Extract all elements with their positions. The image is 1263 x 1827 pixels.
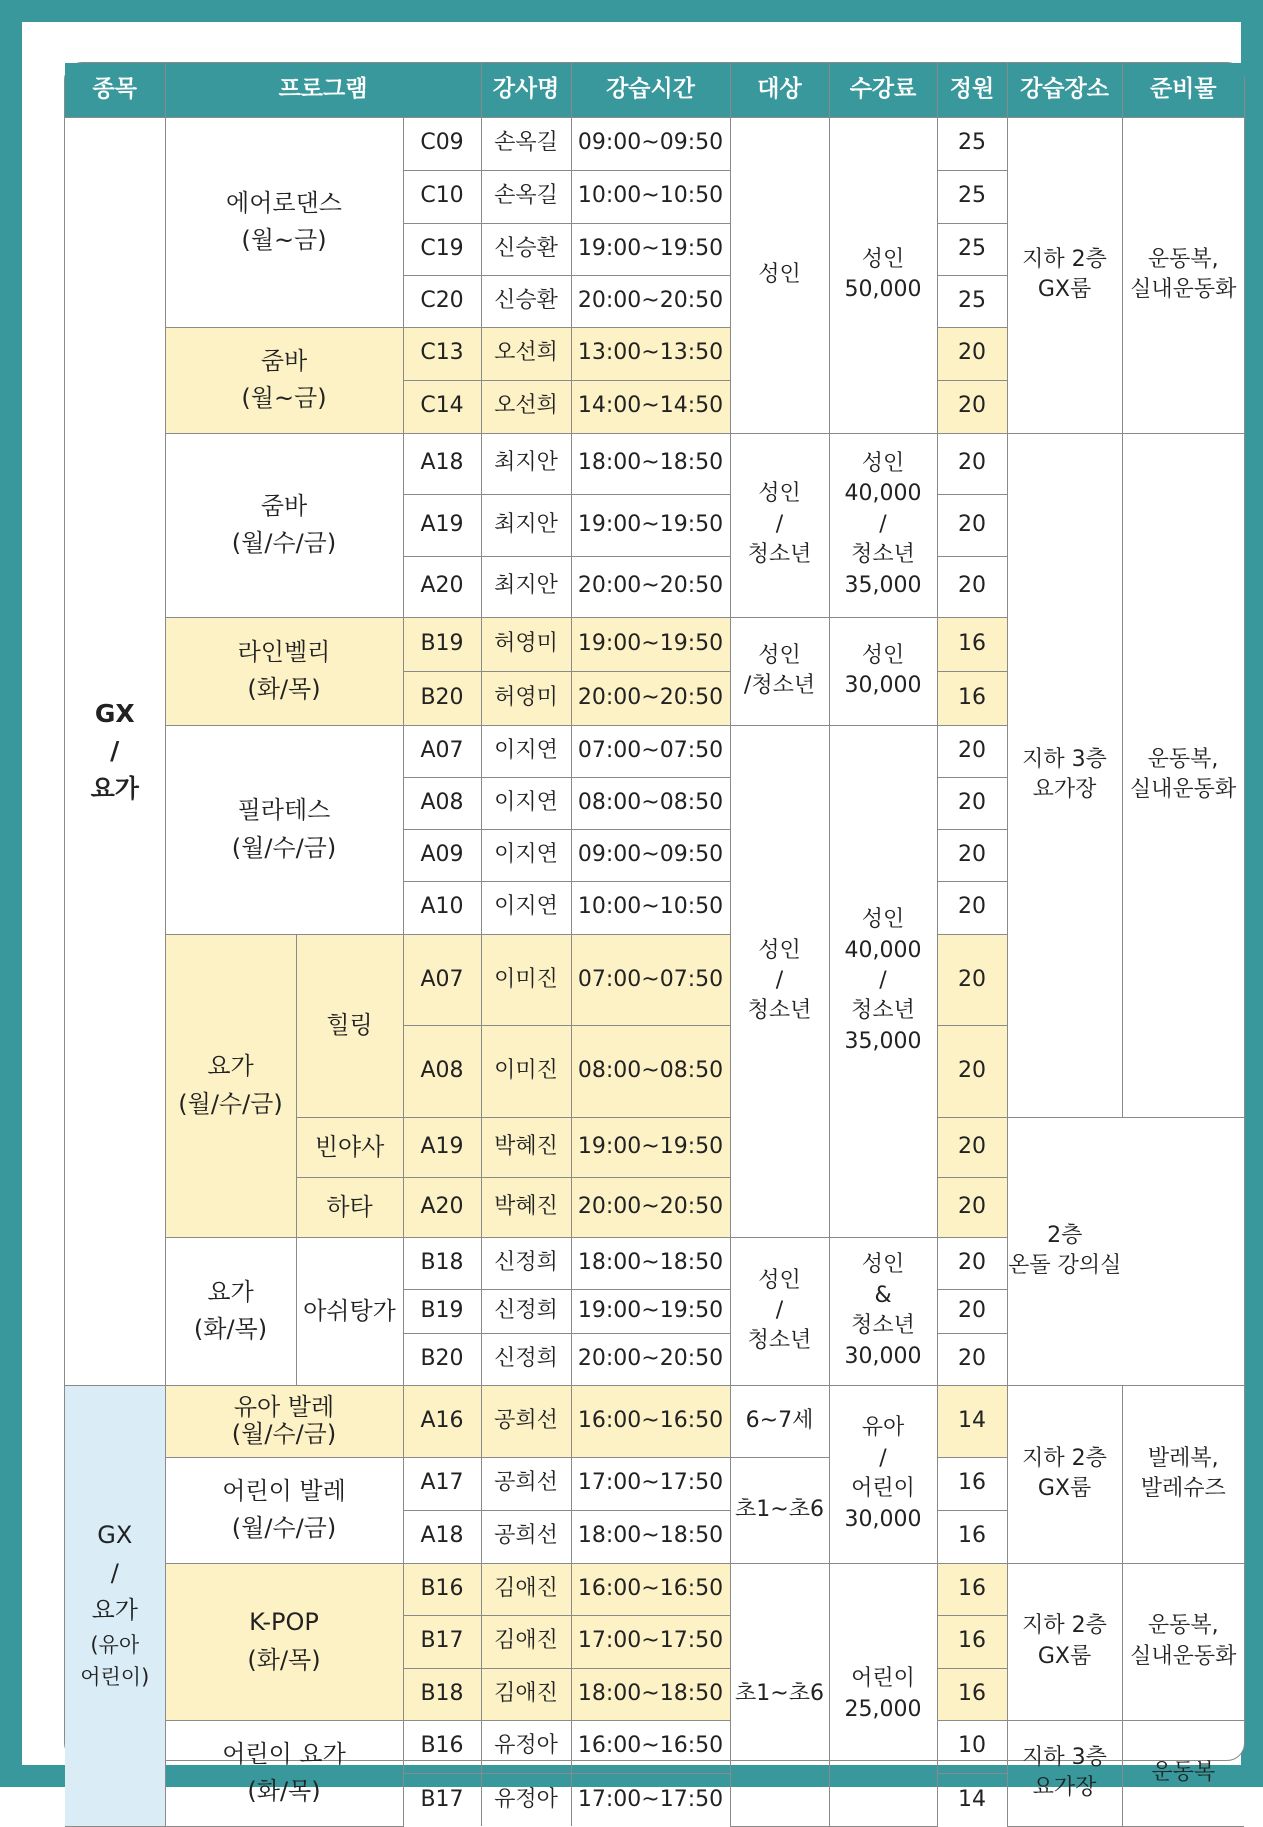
instructor: 김애진 xyxy=(481,1615,571,1668)
class-code: A18 xyxy=(403,433,481,494)
target: 성인 / 청소년 xyxy=(730,1237,829,1385)
program-zumba-mwf: 줌바 (월/수/금) xyxy=(165,433,403,617)
fee: 유아 / 어린이 30,000 xyxy=(829,1385,937,1563)
header-category: 종목 xyxy=(65,63,165,117)
instructor: 이지연 xyxy=(481,881,571,934)
instructor: 신승환 xyxy=(481,223,571,275)
instructor: 손옥길 xyxy=(481,170,571,223)
instructor: 공희선 xyxy=(481,1510,571,1563)
class-time: 20:00~20:50 xyxy=(571,1333,730,1385)
instructor: 최지안 xyxy=(481,433,571,494)
program-linebelly: 라인벨리 (화/목) xyxy=(165,617,403,725)
program-kids-yoga: 어린이 요가 (화/목) xyxy=(165,1720,403,1826)
capacity: 10 xyxy=(937,1720,1007,1773)
class-time: 18:00~18:50 xyxy=(571,1668,730,1720)
class-code: A07 xyxy=(403,934,481,1026)
capacity: 25 xyxy=(937,223,1007,275)
class-code: B19 xyxy=(403,1289,481,1333)
instructor: 유정아 xyxy=(481,1720,571,1773)
class-code: A07 xyxy=(403,725,481,777)
capacity: 25 xyxy=(937,117,1007,170)
header-instructor: 강사명 xyxy=(481,63,571,117)
capacity: 16 xyxy=(937,1668,1007,1720)
target: 성인 / 청소년 xyxy=(730,433,829,617)
class-time: 07:00~07:50 xyxy=(571,725,730,777)
class-time: 19:00~19:50 xyxy=(571,223,730,275)
instructor: 오선희 xyxy=(481,327,571,380)
capacity: 20 xyxy=(937,1177,1007,1237)
capacity: 16 xyxy=(937,1563,1007,1615)
instructor: 허영미 xyxy=(481,671,571,725)
class-time: 08:00~08:50 xyxy=(571,777,730,829)
class-time: 08:00~08:50 xyxy=(571,1026,730,1118)
instructor: 신정희 xyxy=(481,1289,571,1333)
capacity: 20 xyxy=(937,1289,1007,1333)
class-time: 16:00~16:50 xyxy=(571,1385,730,1457)
supplies: 운동복, 실내운동화 xyxy=(1122,1563,1244,1720)
fee: 성인 & 청소년 30,000 xyxy=(829,1237,937,1385)
instructor: 이지연 xyxy=(481,777,571,829)
class-code: C13 xyxy=(403,327,481,380)
class-code: A20 xyxy=(403,556,481,617)
target: 성인 / 청소년 xyxy=(730,725,829,1237)
header-capacity: 정원 xyxy=(937,63,1007,117)
target: 초1~초6 xyxy=(730,1457,829,1563)
class-time: 20:00~20:50 xyxy=(571,275,730,327)
instructor: 허영미 xyxy=(481,617,571,671)
program-pilates: 필라테스 (월/수/금) xyxy=(165,725,403,934)
class-time: 14:00~14:50 xyxy=(571,380,730,433)
class-time: 16:00~16:50 xyxy=(571,1720,730,1773)
class-time: 17:00~17:50 xyxy=(571,1773,730,1826)
place: 지하 2층 GX룸 xyxy=(1007,1563,1122,1720)
class-code: C20 xyxy=(403,275,481,327)
instructor: 이미진 xyxy=(481,934,571,1026)
class-code: B20 xyxy=(403,671,481,725)
class-code: B16 xyxy=(403,1720,481,1773)
class-code: A08 xyxy=(403,1026,481,1118)
class-code: C10 xyxy=(403,170,481,223)
instructor: 최지안 xyxy=(481,556,571,617)
instructor: 공희선 xyxy=(481,1457,571,1510)
instructor: 유정아 xyxy=(481,1773,571,1826)
class-time: 20:00~20:50 xyxy=(571,1177,730,1237)
fee: 어린이 25,000 xyxy=(829,1563,937,1826)
supplies: 발레복, 발레슈즈 xyxy=(1122,1385,1244,1563)
instructor: 신승환 xyxy=(481,275,571,327)
class-time: 17:00~17:50 xyxy=(571,1457,730,1510)
class-code: B17 xyxy=(403,1773,481,1826)
class-code: A10 xyxy=(403,881,481,934)
program-ashtanga: 아쉬탕가 xyxy=(296,1237,403,1385)
class-time: 18:00~18:50 xyxy=(571,1510,730,1563)
instructor: 박혜진 xyxy=(481,1177,571,1237)
class-code: A09 xyxy=(403,829,481,881)
class-code: C09 xyxy=(403,117,481,170)
class-time: 07:00~07:50 xyxy=(571,934,730,1026)
capacity: 20 xyxy=(937,934,1007,1026)
place: 2층 온돌 강의실 xyxy=(1007,1117,1122,1385)
class-time: 19:00~19:50 xyxy=(571,494,730,556)
program-vinyasa: 빈야사 xyxy=(296,1117,403,1177)
instructor: 김애진 xyxy=(481,1563,571,1615)
class-code: A16 xyxy=(403,1385,481,1457)
header-time: 강습시간 xyxy=(571,63,730,117)
supplies: 운동복, 실내운동화 xyxy=(1122,117,1244,433)
capacity: 16 xyxy=(937,1615,1007,1668)
class-code: B16 xyxy=(403,1563,481,1615)
program-kids-ballet-child: 어린이 발레 (월/수/금) xyxy=(165,1457,403,1563)
capacity: 20 xyxy=(937,1333,1007,1385)
class-code: A08 xyxy=(403,777,481,829)
class-code: A20 xyxy=(403,1177,481,1237)
capacity: 16 xyxy=(937,1457,1007,1510)
class-time: 20:00~20:50 xyxy=(571,671,730,725)
table-row xyxy=(65,1563,1244,1615)
instructor: 김애진 xyxy=(481,1668,571,1720)
capacity: 20 xyxy=(937,327,1007,380)
class-time: 19:00~19:50 xyxy=(571,1117,730,1177)
class-code: B19 xyxy=(403,617,481,671)
fee: 성인 40,000 / 청소년 35,000 xyxy=(829,725,937,1237)
program-zumba-daily: 줌바 (월~금) xyxy=(165,327,403,433)
class-code: B18 xyxy=(403,1668,481,1720)
header-program: 프로그램 xyxy=(165,63,481,117)
fee: 성인 40,000 / 청소년 35,000 xyxy=(829,433,937,617)
capacity: 20 xyxy=(937,1026,1007,1118)
capacity: 20 xyxy=(937,556,1007,617)
class-time: 09:00~09:50 xyxy=(571,829,730,881)
instructor: 이지연 xyxy=(481,829,571,881)
header-place: 강습장소 xyxy=(1007,63,1122,117)
instructor: 손옥길 xyxy=(481,117,571,170)
schedule-table xyxy=(65,63,1244,1827)
program-yoga-tt: 요가 (화/목) xyxy=(165,1237,296,1385)
table-row xyxy=(65,433,1244,494)
table-row xyxy=(65,1385,1244,1457)
instructor: 이지연 xyxy=(481,725,571,777)
supplies: 운동복 xyxy=(1122,1720,1244,1826)
table-row xyxy=(65,1720,1244,1773)
instructor: 신정희 xyxy=(481,1333,571,1385)
schedule-table-wrapper xyxy=(64,62,1245,1812)
class-time: 09:00~09:50 xyxy=(571,117,730,170)
program-kpop: K-POP (화/목) xyxy=(165,1563,403,1720)
class-code: A19 xyxy=(403,494,481,556)
class-code: B20 xyxy=(403,1333,481,1385)
capacity: 20 xyxy=(937,1117,1007,1177)
class-code: A17 xyxy=(403,1457,481,1510)
capacity: 20 xyxy=(937,829,1007,881)
capacity: 20 xyxy=(937,777,1007,829)
capacity: 25 xyxy=(937,275,1007,327)
header-supplies: 준비물 xyxy=(1122,63,1244,117)
class-time: 10:00~10:50 xyxy=(571,170,730,223)
capacity: 25 xyxy=(937,170,1007,223)
capacity: 14 xyxy=(937,1773,1007,1826)
place: 지하 2층 GX룸 xyxy=(1007,117,1122,433)
category-gx-yoga: GX / 요가 xyxy=(65,117,165,1385)
program-aerodance: 에어로댄스 (월~금) xyxy=(165,117,403,327)
fee: 성인 30,000 xyxy=(829,617,937,725)
place: 지하 3층 요가장 xyxy=(1007,433,1122,1117)
category-gx-yoga-kids: GX / 요가 (유아 어린이) xyxy=(65,1385,165,1826)
target: 성인 xyxy=(730,117,829,433)
capacity: 20 xyxy=(937,881,1007,934)
place: 지하 3층 요가장 xyxy=(1007,1720,1122,1826)
target: 6~7세 xyxy=(730,1385,829,1457)
class-time: 16:00~16:50 xyxy=(571,1563,730,1615)
supplies: 운동복, 실내운동화 xyxy=(1122,433,1244,1117)
class-time: 13:00~13:50 xyxy=(571,327,730,380)
class-code: A18 xyxy=(403,1510,481,1563)
capacity: 20 xyxy=(937,725,1007,777)
instructor: 이미진 xyxy=(481,1026,571,1118)
instructor: 신정희 xyxy=(481,1237,571,1289)
target: 초1~초6 xyxy=(730,1563,829,1826)
class-code: C14 xyxy=(403,380,481,433)
capacity: 20 xyxy=(937,433,1007,494)
instructor: 공희선 xyxy=(481,1385,571,1457)
capacity: 20 xyxy=(937,1237,1007,1289)
class-time: 19:00~19:50 xyxy=(571,1289,730,1333)
capacity: 16 xyxy=(937,1510,1007,1563)
class-time: 10:00~10:50 xyxy=(571,881,730,934)
class-code: B18 xyxy=(403,1237,481,1289)
header-row xyxy=(65,63,1244,117)
capacity: 14 xyxy=(937,1385,1007,1457)
class-time: 17:00~17:50 xyxy=(571,1615,730,1668)
program-healing: 힐링 xyxy=(296,934,403,1117)
program-yoga-mwf: 요가 (월/수/금) xyxy=(165,934,296,1237)
class-time: 18:00~18:50 xyxy=(571,1237,730,1289)
class-code: A19 xyxy=(403,1117,481,1177)
instructor: 오선희 xyxy=(481,380,571,433)
fee: 성인 50,000 xyxy=(829,117,937,433)
class-time: 20:00~20:50 xyxy=(571,556,730,617)
header-target: 대상 xyxy=(730,63,829,117)
table-row xyxy=(65,117,1244,170)
class-time: 18:00~18:50 xyxy=(571,433,730,494)
capacity: 16 xyxy=(937,617,1007,671)
capacity: 16 xyxy=(937,671,1007,725)
program-hatha: 하타 xyxy=(296,1177,403,1237)
class-code: B17 xyxy=(403,1615,481,1668)
target: 성인 /청소년 xyxy=(730,617,829,725)
class-time: 19:00~19:50 xyxy=(571,617,730,671)
capacity: 20 xyxy=(937,380,1007,433)
instructor: 박혜진 xyxy=(481,1117,571,1177)
place: 지하 2층 GX룸 xyxy=(1007,1385,1122,1563)
instructor: 최지안 xyxy=(481,494,571,556)
capacity: 20 xyxy=(937,494,1007,556)
header-fee: 수강료 xyxy=(829,63,937,117)
class-code: C19 xyxy=(403,223,481,275)
program-kids-ballet-preschool: 유아 발레 (월/수/금) xyxy=(165,1385,403,1457)
